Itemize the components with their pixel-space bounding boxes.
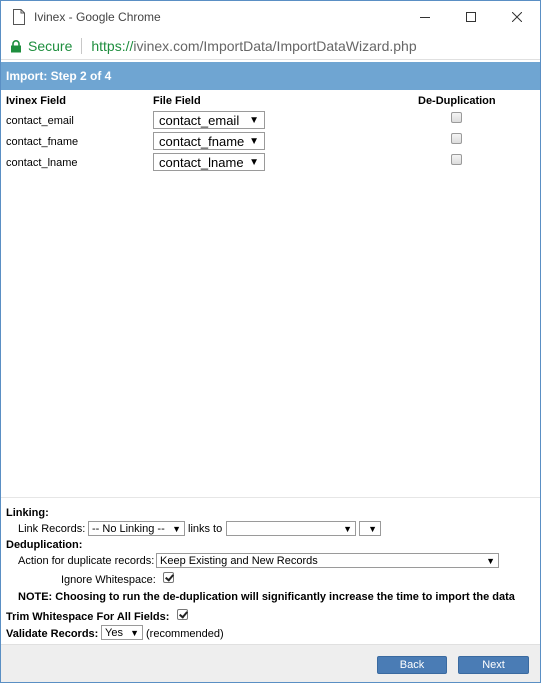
row-label-contact-fname: contact_fname — [6, 136, 79, 148]
link-field-select[interactable] — [359, 521, 381, 536]
wizard-header — [1, 62, 540, 90]
ignore-whitespace-label: Ignore Whitespace: — [61, 574, 156, 586]
dropdown-arrow-icon: ▼ — [486, 555, 495, 566]
link-records-label: Link Records: — [18, 523, 86, 535]
dropdown-arrow-icon: ▼ — [249, 135, 259, 147]
select-value: Keep Existing and New Records — [160, 554, 318, 567]
dedup-checkbox-lname[interactable] — [451, 154, 462, 165]
duplicate-action-select[interactable] — [156, 553, 499, 568]
deduplication-heading: Deduplication: — [6, 539, 83, 551]
file-field-select-lname[interactable] — [153, 153, 265, 171]
wizard-footer — [1, 644, 540, 683]
row-label-contact-lname: contact_lname — [6, 157, 78, 169]
ignore-whitespace-checkbox[interactable] — [163, 572, 174, 583]
address-bar[interactable] — [1, 33, 540, 60]
minimize-button[interactable] — [402, 1, 448, 33]
column-file-field: File Field — [153, 95, 201, 107]
maximize-icon — [466, 12, 476, 22]
dropdown-arrow-icon: ▼ — [343, 523, 352, 534]
select-value: contact_email — [159, 112, 240, 128]
close-button[interactable] — [494, 1, 540, 33]
validate-records-label: Validate Records: — [6, 628, 99, 640]
file-field-select-fname[interactable] — [153, 132, 265, 150]
url-path: ivinex.com/ImportData/ImportDataWizard.php — [133, 38, 417, 54]
validate-records-select[interactable] — [101, 625, 143, 640]
validate-hint: (recommended) — [146, 628, 224, 640]
select-value: Yes — [105, 626, 123, 639]
section-divider — [1, 497, 540, 498]
next-button[interactable]: Next — [458, 656, 529, 674]
dropdown-arrow-icon: ▼ — [249, 156, 259, 168]
page-icon — [12, 9, 26, 25]
minimize-icon — [420, 12, 430, 22]
dedup-note: NOTE: Choosing to run the de-duplication will significantly increase the time to import the data — [18, 591, 515, 603]
trim-whitespace-label: Trim Whitespace For All Fields: — [6, 611, 170, 623]
secure-label: Secure — [28, 38, 73, 54]
select-value: contact_fname — [159, 133, 245, 149]
column-de-duplication: De-Duplication — [418, 95, 496, 107]
dropdown-arrow-icon: ▼ — [368, 523, 377, 534]
window-title: Ivinex - Google Chrome — [34, 10, 161, 24]
dedup-checkbox-fname[interactable] — [451, 133, 462, 144]
select-value: contact_lname — [159, 154, 244, 170]
link-records-select[interactable] — [88, 521, 185, 536]
dropdown-arrow-icon: ▼ — [172, 523, 181, 534]
url-scheme: https:// — [91, 38, 134, 54]
back-button[interactable]: Back — [377, 656, 447, 674]
duplicate-action-label: Action for duplicate records: — [18, 555, 155, 567]
row-label-contact-email: contact_email — [6, 115, 74, 127]
close-icon — [512, 12, 522, 22]
wizard-step-title: Import: Step 2 of 4 — [6, 69, 112, 83]
dedup-checkbox-email[interactable] — [451, 112, 462, 123]
links-to-select[interactable] — [226, 521, 356, 536]
file-field-select-email[interactable] — [153, 111, 265, 129]
maximize-button[interactable] — [448, 1, 494, 33]
dropdown-arrow-icon: ▼ — [130, 627, 139, 638]
links-to-label: links to — [188, 523, 223, 535]
linking-heading: Linking: — [6, 507, 49, 519]
title-bar — [1, 1, 540, 33]
trim-whitespace-checkbox[interactable] — [177, 609, 188, 620]
lock-icon — [10, 40, 22, 53]
address-separator — [81, 38, 82, 54]
dropdown-arrow-icon: ▼ — [249, 114, 259, 126]
column-ivinex-field: Ivinex Field — [6, 95, 66, 107]
select-value: -- No Linking -- — [92, 522, 165, 535]
